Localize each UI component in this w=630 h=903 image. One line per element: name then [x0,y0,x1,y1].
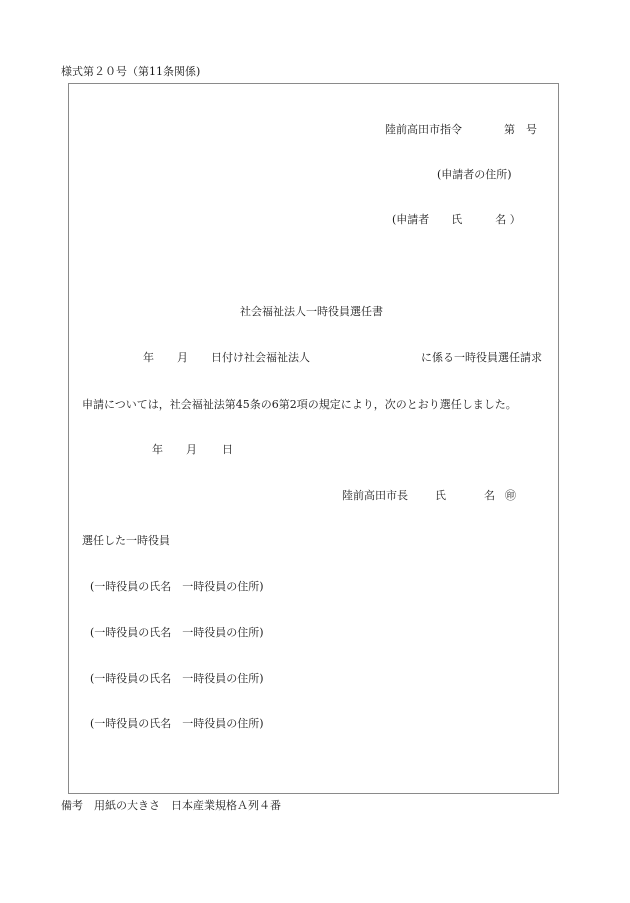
mayor-name-label-1: 氏 [435,489,446,502]
applicant-address: (申請者の住所) [437,168,512,181]
officer-row: (一時役員の氏名 一時役員の住所) [90,717,264,730]
officer-row: (一時役員の氏名 一時役員の住所) [90,580,264,593]
remarks: 備考 用紙の大きさ 日本産業規格Ａ列４番 [61,799,281,812]
document-title: 社会福祉法人一時役員選任書 [240,305,383,318]
request-body-text: 申請については，社会福祉法第45条の6第2項の規定により，次のとおり選任しました。 [82,398,517,411]
document-frame [68,83,559,794]
appointed-heading: 選任した一時役員 [82,534,170,547]
officer-row: (一時役員の氏名 一時役員の住所) [90,626,264,639]
mayor-title: 陸前高田市長 [342,489,408,502]
request-text: に係る一時役員選任請求 [421,351,542,364]
date-year: 年 [152,443,163,456]
request-month: 月 [177,351,188,364]
request-year: 年 [143,351,154,364]
directive-label: 陸前高田市指令 [385,123,462,136]
form-number: 様式第２０号（第11条関係) [61,65,201,78]
applicant-name: (申請者 氏 名 ） [392,213,521,226]
directive-number-label: 第 号 [504,123,537,136]
date-day: 日 [222,443,233,456]
seal-mark: ㊞ [505,489,516,502]
mayor-name-label-2: 名 [484,489,495,502]
date-month: 月 [186,443,197,456]
officer-row: (一時役員の氏名 一時役員の住所) [90,672,264,685]
request-date-text: 日付け社会福祉法人 [211,351,310,364]
